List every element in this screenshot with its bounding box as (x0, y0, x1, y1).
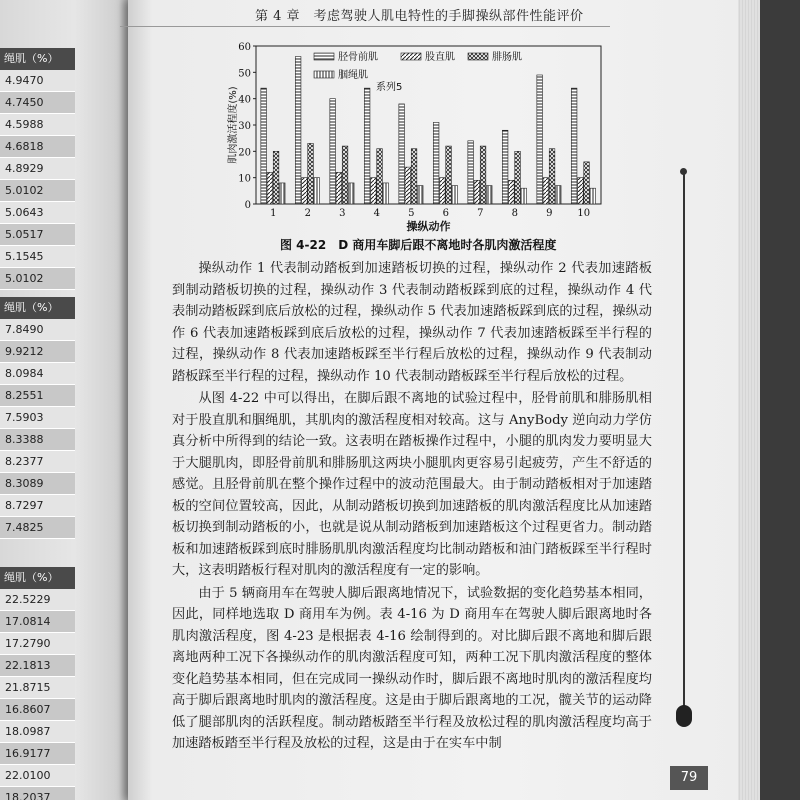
table-row: 8.2551 (0, 385, 75, 407)
page-edges (738, 0, 760, 800)
bar (440, 178, 446, 204)
table-row: 17.2790 (0, 633, 75, 655)
chart-bars (261, 57, 596, 204)
table-row: 5.0643 (0, 202, 75, 224)
table-row: 4.8929 (0, 158, 75, 180)
left-table-section-2 (0, 297, 75, 539)
bar (549, 149, 555, 204)
ribbon-rail (683, 170, 685, 710)
table-row: 7.5903 (0, 407, 75, 429)
bar (279, 183, 285, 204)
table-row: 16.8607 (0, 699, 75, 721)
muscle-activation-bar-chart (226, 40, 606, 235)
table-row: 5.0102 (0, 268, 75, 290)
table-row: 9.9212 (0, 341, 75, 363)
header-rule (120, 26, 610, 27)
bar (474, 180, 480, 204)
bar (486, 186, 492, 204)
table-row: 8.7297 (0, 495, 75, 517)
table-row: 7.4825 (0, 517, 75, 539)
x-axis-label: 操纵动作 (406, 220, 451, 233)
left-table-header: 绳肌（%） (0, 567, 75, 589)
bar (537, 75, 543, 204)
chart-axes (226, 42, 601, 233)
bar (330, 99, 336, 204)
bar (377, 149, 383, 204)
x-tick-label: 1 (270, 208, 277, 219)
left-table-rows (0, 319, 75, 539)
table-row: 4.7450 (0, 92, 75, 114)
y-tick-label: 60 (238, 42, 251, 53)
table-row: 21.8715 (0, 677, 75, 699)
bar (452, 186, 458, 204)
table-row: 5.1545 (0, 246, 75, 268)
bar (509, 180, 515, 204)
table-row: 16.9177 (0, 743, 75, 765)
table-row: 4.6818 (0, 136, 75, 158)
x-tick-label: 5 (408, 208, 415, 219)
bar (578, 178, 584, 204)
x-tick-label: 10 (577, 208, 591, 219)
left-table-section-3 (0, 567, 75, 800)
table-row: 5.0102 (0, 180, 75, 202)
bar (468, 141, 474, 204)
table-background (760, 0, 800, 800)
left-table-header: 绳肌（%） (0, 48, 75, 70)
legend-label: 股直肌 (425, 52, 455, 63)
chart-legend (314, 50, 522, 93)
bar (308, 143, 314, 204)
table-row: 5.0517 (0, 224, 75, 246)
table-row: 22.1813 (0, 655, 75, 677)
bar (417, 186, 423, 204)
bar (383, 183, 389, 204)
bar (502, 130, 508, 204)
bar (543, 178, 549, 204)
y-tick-label: 10 (238, 173, 251, 185)
legend-label: 腘绳肌 (338, 70, 368, 81)
table-row: 22.0100 (0, 765, 75, 787)
bar (399, 104, 405, 204)
x-tick-label: 3 (339, 208, 346, 219)
x-tick-label: 9 (546, 208, 553, 219)
table-row: 8.3089 (0, 473, 75, 495)
chapter-header: 第 4 章 考虑驾驶人肌电特性的手脚操纵部件性能评价 (255, 9, 584, 24)
bar (261, 88, 267, 204)
bar (590, 188, 596, 204)
bar (295, 57, 301, 204)
bar (480, 146, 486, 204)
bar (515, 151, 521, 204)
bar (273, 151, 279, 204)
bar (411, 149, 417, 204)
legend-swatch (314, 53, 334, 60)
bar (555, 186, 561, 204)
bar (348, 183, 354, 204)
table-row: 8.2377 (0, 451, 75, 473)
paragraph: 由于 5 辆商用车在驾驶人脚后跟离地情况下，试验数据的变化趋势基本相同，因此，同样地选取 D 商用车为例。表 4-16 为 D 商用车在驾驶人脚后跟离地时各肌肉激活程度，图 4-23 是根据表 4-16 绘制得到的。对比脚后跟不离地和脚后跟离地两种工况下各操纵动作的肌肉激活程度可知，两种工况下肌肉激活程度的整体变化趋势基本相同，但在完成同一操纵动作时，脚后跟不离地时肌肉的激活程度均高于脚后跟离地时肌肉的激活程度。这是由于脚后跟离地的工况，髋关节的运动降低了腿部肌肉的活跃程度。制动踏板踏至半行程及放松过程的肌肉激活程度均高于加速踏板踏至半行程及放松的过程，这是由于在实车中制 (172, 585, 652, 751)
table-row: 22.5229 (0, 589, 75, 611)
bar (584, 162, 590, 204)
y-tick-label: 40 (238, 94, 251, 106)
body-text (172, 258, 652, 755)
page-number: 79 (670, 766, 708, 790)
paragraph: 操纵动作 1 代表制动踏板到加速踏板切换的过程，操纵动作 2 代表加速踏板到制动踏板切换的过程，操纵动作 3 代表制动踏板踩到底的过程，操纵动作 4 代表制动踏板踩到底后放松的过程，操纵动作 5 代表加速踏板踩到底的过程，操纵动作 6 代表加速踏板踩到底后放松的过程，操纵动作 7 代表加速踏板踩至半行程的过程，操纵动作 8 代表加速踏板踩至半行程后放松的过程，操纵动作 9 代表制动踏板踩至半行程的过程，操纵动作 10 代表制动踏板踩至半行程后放松的过程。 (172, 261, 652, 384)
table-row: 4.5988 (0, 114, 75, 136)
y-axis-label: 肌肉激活程度(%) (228, 86, 239, 164)
bar (371, 178, 377, 204)
y-tick-label: 0 (244, 200, 251, 211)
legend-label: 腓肠肌 (492, 52, 522, 63)
bar (446, 146, 452, 204)
table-row: 7.8490 (0, 319, 75, 341)
table-row: 18.0987 (0, 721, 75, 743)
legend-swatch (314, 71, 334, 78)
bar (336, 172, 342, 204)
left-table-rows (0, 589, 75, 800)
x-tick-label: 2 (304, 208, 311, 219)
bar (342, 146, 348, 204)
y-tick-label: 20 (238, 147, 251, 159)
left-page (0, 0, 135, 800)
left-table-header: 绳肌（%） (0, 297, 75, 319)
figure-caption: 图 4-22 D 商用车脚后跟不离地时各肌肉激活程度 (280, 238, 557, 252)
bar (314, 178, 320, 204)
bar (302, 178, 308, 204)
left-table-rows (0, 70, 75, 290)
bar (521, 188, 527, 204)
ribbon-rail-end (680, 168, 687, 175)
bar (267, 172, 273, 204)
table-row: 8.3388 (0, 429, 75, 451)
x-tick-label: 4 (373, 208, 380, 219)
bar (364, 88, 370, 204)
table-row: 4.9470 (0, 70, 75, 92)
bar (433, 122, 439, 204)
table-row: 17.0814 (0, 611, 75, 633)
y-tick-label: 50 (238, 68, 251, 80)
bar (405, 167, 411, 204)
ribbon-knob (676, 705, 692, 727)
legend-swatch (468, 53, 488, 60)
x-tick-label: 7 (477, 208, 484, 219)
legend-label: 系列5 (376, 82, 403, 93)
y-tick-label: 30 (238, 121, 251, 132)
paragraph: 从图 4-22 中可以得出，在脚后跟不离地的试验过程中，胫骨前肌和腓肠肌相对于股直肌和腘绳肌，其肌肉的激活程度相对较高。这与 AnyBody 逆向动力学仿真分析中所得到的结论一致。这表明在踏板操作过程中，小腿的肌肉发力要明显大于大腿肌肉，即胫骨前肌和腓肠肌这两块小腿肌肉更容易引起疲劳，产生不舒适的感觉。且胫骨前肌在整个操作过程中的波动范围最大。由于制动踏板相对于加速踏板的空间位置较高，因此，从制动踏板切换到加速踏板的肌肉激活程度比从加速踏板切换到制动踏板的小，也就是说从制动踏板到加速踏板这个过程更省力。制动踏板和加速踏板踩到底时腓肠肌肌肉激活程度均比制动踏板和油门踏板踩至半行程时大，这表明踏板行程对肌肉的激活程度有一定的影响。 (172, 391, 652, 578)
table-row: 18.2037 (0, 787, 75, 800)
legend-swatch (401, 53, 421, 60)
x-tick-label: 6 (442, 208, 449, 219)
left-table-section-1 (0, 48, 75, 290)
legend-label: 胫骨前肌 (338, 52, 378, 63)
x-tick-label: 8 (511, 208, 518, 219)
table-row: 8.0984 (0, 363, 75, 385)
bar (571, 88, 577, 204)
